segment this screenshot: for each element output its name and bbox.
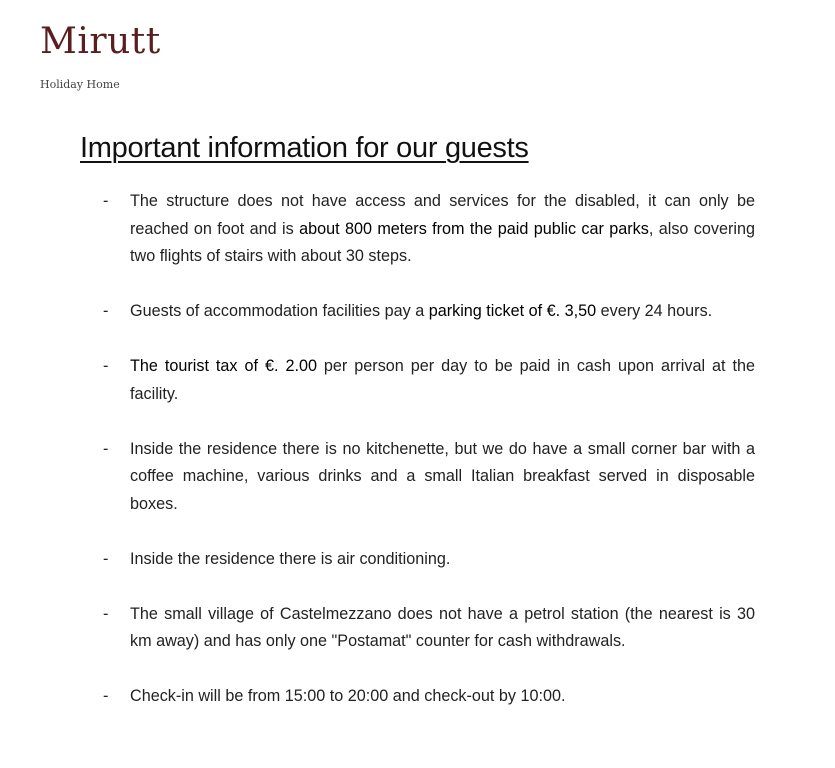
list-item xyxy=(103,546,755,574)
bullet-dash: - xyxy=(103,302,109,320)
item-text: Inside the residence there is air conditioning. xyxy=(130,549,451,568)
bullet-dash: - xyxy=(103,357,109,375)
item-highlight: about 800 meters from the paid public car parks xyxy=(299,219,649,238)
brand-logo: Mirutt xyxy=(40,21,161,62)
bullet-dash: - xyxy=(103,439,109,458)
bullet-dash: - xyxy=(103,604,109,623)
item-text-end: , also covering two flights of stairs with about 30 steps. xyxy=(130,219,755,265)
bullet-dash: - xyxy=(103,192,109,210)
item-highlight: The tourist tax of €. 2.00 xyxy=(130,357,317,375)
item-text: The small village of Castelmezzano does not have a petrol station (the nearest is 30 km away) and has only one "Postamat" counter for cash withdrawals. xyxy=(130,604,755,650)
list-item xyxy=(103,298,755,326)
item-text: Inside the residence there is no kitchenette, but we do have a small corner bar with a coffee machine, various drinks and a small Italian breakfast served in disposable boxes. xyxy=(130,439,755,513)
item-text-end: per person per day to be paid in cash upon arrival at the facility. xyxy=(130,357,756,403)
list-item xyxy=(103,188,755,271)
list-item xyxy=(103,683,755,711)
page-title: Important information for our guests xyxy=(80,132,529,164)
bullet-dash: - xyxy=(103,687,109,705)
bullet-dash: - xyxy=(103,549,109,568)
info-list xyxy=(103,188,755,711)
list-item xyxy=(103,436,755,519)
item-highlight: parking ticket of €. 3,50 xyxy=(428,302,597,320)
brand-tagline: Holiday Home xyxy=(40,78,120,91)
item-text: The structure does not have access and services for the disabled, it can only be reached on foot and is xyxy=(130,192,755,238)
item-text: Guests of accommodation facilities pay a xyxy=(130,302,429,320)
item-text: Check-in will be from 15:00 to 20:00 and check-out by 10:00. xyxy=(130,687,566,705)
list-item xyxy=(103,353,755,408)
list-item xyxy=(103,601,755,656)
item-text-end: every 24 hours. xyxy=(596,302,713,320)
